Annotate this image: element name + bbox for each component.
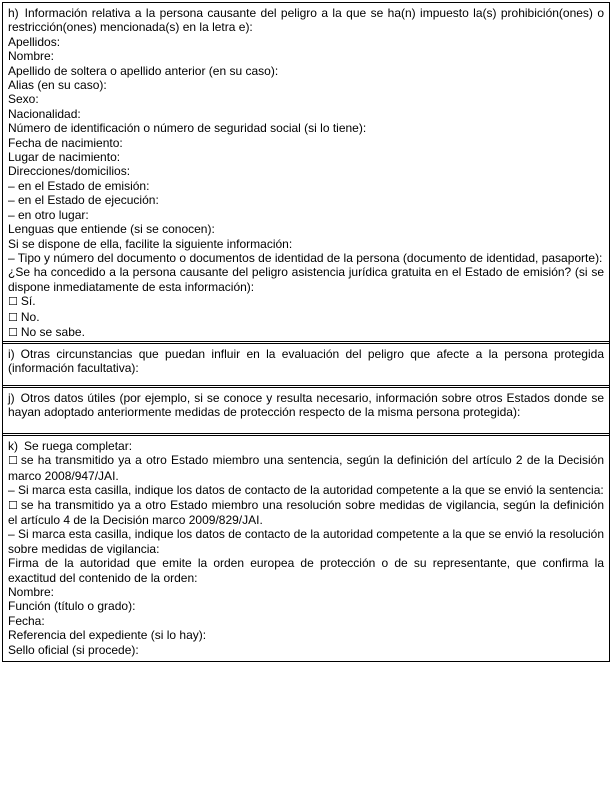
section-h-heading: h) Información relativa a la persona causante del peligro a la que se ha(n) impuesto la(s) prohibición(ones) o restricción(ones) mencionada(s) en la letra e):: [8, 6, 604, 35]
field-documento-identidad: – Tipo y número del documento o documentos de identidad de la persona (documento de identidad, pasaporte):: [8, 250, 603, 265]
field-k-sello: Sello oficial (si procede):: [8, 642, 139, 657]
section-k-heading: k) Se ruega completar:: [8, 439, 133, 453]
form-table: [2, 2, 610, 662]
section-i: [3, 341, 609, 385]
field-apellidos: Apellidos:: [8, 34, 61, 49]
section-j-letter: j): [8, 391, 15, 405]
option-medidas-vigilancia[interactable]: ☐ se ha transmitido ya a otro Estado miembro una resolución sobre medidas de vigilancia, según la definición el artículo 4 de la Decisión marco 2009/829/JAI.: [8, 497, 604, 528]
field-alias: Alias (en su caso):: [8, 78, 107, 93]
field-direcciones: Direcciones/domicilios:: [8, 164, 131, 179]
field-lugar-nacimiento: Lugar de nacimiento:: [8, 150, 121, 165]
option-no[interactable]: ☐ No.: [8, 309, 40, 324]
field-numero-identificacion: Número de identificación o número de seguridad social (si lo tiene):: [8, 121, 367, 136]
field-nacionalidad: Nacionalidad:: [8, 106, 81, 121]
section-i-text: i) Otras circunstancias que puedan influir en la evaluación del peligro que afecte a la persona protegida (información facultativa):: [8, 347, 604, 376]
signature-statement: Firma de la autoridad que emite la orden europea de protección o de su representante, que confirma la exactitud del contenido de la orden:: [8, 556, 604, 585]
section-h: [3, 2, 609, 341]
section-k: [3, 433, 609, 662]
option-si[interactable]: ☐ Sí.: [8, 294, 36, 309]
checkbox-sentencia[interactable]: ☐: [8, 454, 18, 468]
field-k-funcion: Función (título o grado):: [8, 599, 136, 614]
field-estado-ejecucion: – en el Estado de ejecución:: [8, 193, 159, 208]
checkbox-medidas-vigilancia[interactable]: ☐: [8, 498, 18, 512]
note-sentencia: – Si marca esta casilla, indique los datos de contacto de la autoridad competente a la que se envió la sentencia:: [8, 483, 604, 498]
option-sentencia[interactable]: ☐ se ha transmitido ya a otro Estado miembro una sentencia, según la definición del artículo 2 de la Decisión marco 2008/947/JAI.: [8, 453, 604, 483]
checkbox-no-se-sabe[interactable]: ☐: [8, 325, 18, 339]
field-estado-emision: – en el Estado de emisión:: [8, 178, 150, 193]
field-otro-lugar: – en otro lugar:: [8, 207, 89, 222]
field-fecha-nacimiento: Fecha de nacimiento:: [8, 135, 123, 150]
field-info-intro: Si se dispone de ella, facilite la siguiente información:: [8, 236, 293, 251]
field-k-fecha: Fecha:: [8, 613, 45, 628]
legal-aid-question: ¿Se ha concedido a la persona causante del peligro asistencia jurídica gratuita en el Estado de emisión? (si se dispone inmediatamente de esta información):: [8, 265, 604, 294]
note-medidas-vigilancia: – Si marca esta casilla, indique los datos de contacto de la autoridad competente a la que se envió la resolución sobre medidas de vigilancia:: [8, 527, 604, 556]
field-sexo: Sexo:: [8, 92, 39, 107]
section-i-letter: i): [8, 347, 15, 361]
field-apellido-soltera: Apellido de soltera o apellido anterior (en su caso):: [8, 63, 279, 78]
section-k-letter: k): [8, 439, 18, 453]
checkbox-si[interactable]: ☐: [8, 295, 18, 309]
field-k-nombre: Nombre:: [8, 585, 55, 600]
checkbox-no[interactable]: ☐: [8, 310, 18, 324]
section-j: [3, 385, 609, 433]
option-no-se-sabe[interactable]: ☐ No se sabe.: [8, 324, 85, 339]
field-nombre: Nombre:: [8, 49, 55, 64]
section-h-letter: h): [8, 6, 19, 20]
field-k-referencia: Referencia del expediente (si lo hay):: [8, 628, 207, 643]
field-lenguas: Lenguas que entiende (si se conocen):: [8, 222, 215, 237]
section-j-text: j) Otros datos útiles (por ejemplo, si se conoce y resulta necesario, información sobre otros Estados donde se hayan adoptado anteriormente medidas de protección respecto de la misma persona protegida):: [8, 391, 604, 420]
